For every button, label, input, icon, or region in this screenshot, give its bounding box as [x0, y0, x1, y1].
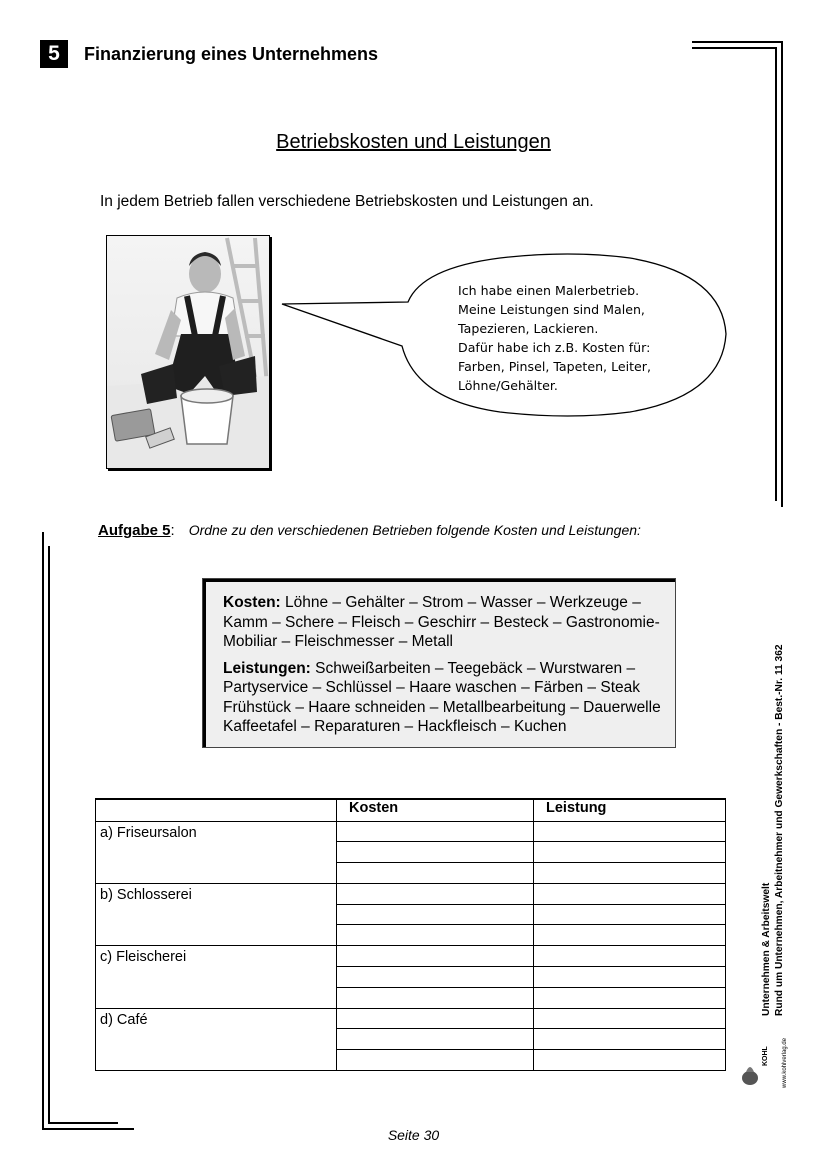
table-header-empty	[96, 799, 337, 821]
task-label: Aufgabe 5	[98, 522, 171, 539]
frame-line-bottom-inner	[48, 1122, 118, 1124]
bubble-line: Dafür habe ich z.B. Kosten für:	[458, 340, 651, 355]
bubble-line: Meine Leistungen sind Malen,	[458, 302, 645, 317]
kosten-cell[interactable]	[337, 967, 534, 988]
bubble-line: Tapezieren, Lackieren.	[458, 321, 599, 336]
leistung-cell[interactable]	[534, 821, 726, 842]
business-schlosserei: b) Schlosserei	[96, 883, 337, 945]
leistung-cell[interactable]	[534, 967, 726, 988]
bubble-line: Ich habe einen Malerbetrieb.	[458, 283, 640, 298]
table-row	[96, 883, 726, 904]
page-number: Seite 30	[387, 1127, 440, 1143]
kosten-cell[interactable]	[337, 904, 534, 925]
table-header-kosten: Kosten	[337, 799, 534, 821]
task-text: Ordne zu den verschiedenen Betrieben folgende Kosten und Leistungen:	[188, 522, 641, 538]
kosten-cell[interactable]	[337, 946, 534, 967]
series-sidebar	[760, 644, 786, 1016]
kosten-paragraph	[223, 593, 665, 652]
leistungen-label: Leistungen:	[223, 659, 311, 677]
leistung-cell[interactable]	[534, 863, 726, 884]
leistung-cell[interactable]	[534, 1050, 726, 1071]
kosten-cell[interactable]	[337, 863, 534, 884]
chapter-number: 5	[40, 40, 68, 68]
kosten-cell[interactable]	[337, 883, 534, 904]
leistung-cell[interactable]	[534, 987, 726, 1008]
leistung-cell[interactable]	[534, 1029, 726, 1050]
leistung-cell[interactable]	[534, 925, 726, 946]
leistung-cell[interactable]	[534, 842, 726, 863]
page-title: Betriebskosten und Leistungen	[276, 131, 551, 153]
speech-bubble-text	[458, 281, 698, 395]
frame-line-right-outer	[781, 41, 783, 507]
frame-line-top-outer	[692, 41, 783, 43]
publisher-logo	[740, 1022, 790, 1088]
painter-photo	[106, 235, 270, 469]
leistung-cell[interactable]	[534, 946, 726, 967]
publisher-url: www.kohlverlag.de	[782, 1037, 788, 1088]
series-title: Unternehmen & Arbeitswelt	[761, 882, 772, 1016]
kosten-cell[interactable]	[337, 1008, 534, 1029]
kosten-list: Löhne – Gehälter – Strom – Wasser – Werkzeuge – Kamm – Schere – Fleisch – Geschirr – Besteck – Gastronomie-Mobiliar – Fleischmesser – Metall	[223, 594, 660, 650]
kosten-label: Kosten:	[223, 594, 281, 611]
kosten-cell[interactable]	[337, 842, 534, 863]
kosten-cell[interactable]	[337, 925, 534, 946]
frame-line-right-inner	[775, 47, 777, 501]
leistung-cell[interactable]	[534, 904, 726, 925]
task-instruction	[98, 522, 641, 539]
chapter-title: Finanzierung eines Unternehmens	[84, 44, 379, 64]
kosten-cell[interactable]	[337, 1029, 534, 1050]
kosten-cell[interactable]	[337, 987, 534, 1008]
leistung-cell[interactable]	[534, 1008, 726, 1029]
table-header-row	[96, 799, 726, 821]
leistungen-list: Schweißarbeiten – Teegebäck – Wurstwaren – Partyservice – Schlüssel – Haare waschen – Färben – Steak Frühstück – Haare schneiden – Metallbearbeitung – Dauerwelle Kaffeetafel – Reparaturen – Hackfleisch – Kuchen	[223, 659, 661, 735]
intro-text: In jedem Betrieb fallen verschiedene Betriebskosten und Leistungen an.	[100, 193, 594, 210]
kosten-cell[interactable]	[337, 821, 534, 842]
business-friseursalon: a) Friseursalon	[96, 821, 337, 883]
frame-line-left-outer	[42, 532, 44, 1130]
business-fleischerei: c) Fleischerei	[96, 946, 337, 1008]
table-row	[96, 1008, 726, 1029]
series-subtitle: Rund um Unternehmen, Arbeitnehmer und Gewerkschaften - Best.-Nr. 11 362	[774, 644, 785, 1016]
frame-line-top-inner	[692, 47, 777, 49]
publisher-name: KOHL	[762, 1046, 769, 1066]
table-row	[96, 946, 726, 967]
table-row	[96, 821, 726, 842]
table-header-leistung: Leistung	[534, 799, 726, 821]
frame-line-left-inner	[48, 546, 50, 1124]
business-cafe: d) Café	[96, 1008, 337, 1070]
assignment-table	[95, 798, 726, 1071]
kosten-cell[interactable]	[337, 1050, 534, 1071]
leistungen-paragraph	[223, 659, 665, 737]
word-box	[202, 578, 676, 748]
task-colon: :	[170, 522, 175, 539]
bubble-line: Löhne/Gehälter.	[458, 378, 558, 393]
bubble-line: Farben, Pinsel, Tapeten, Leiter,	[458, 359, 651, 374]
leistung-cell[interactable]	[534, 883, 726, 904]
